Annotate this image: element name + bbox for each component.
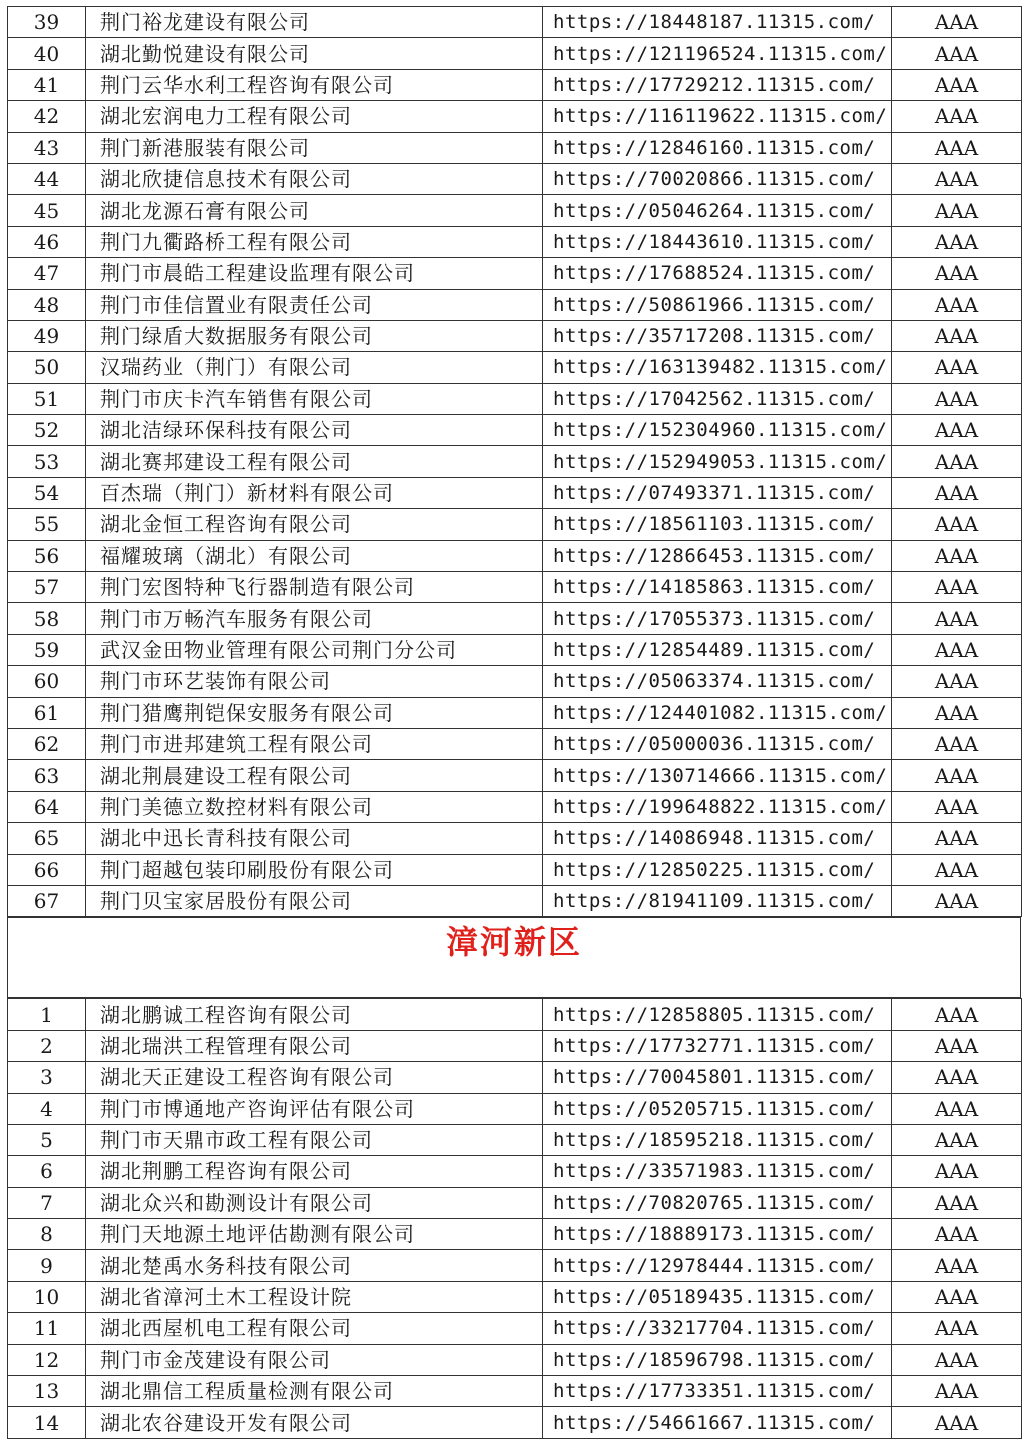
credit-url[interactable]: https://07493371.11315.com/ (543, 477, 892, 508)
table-row (8, 352, 1022, 383)
credit-url[interactable]: https://50861966.11315.com/ (543, 289, 892, 320)
credit-url[interactable]: https://35717208.11315.com/ (543, 320, 892, 351)
credit-url[interactable]: https://33571983.11315.com/ (543, 1156, 892, 1187)
credit-url[interactable]: https://14086948.11315.com/ (543, 823, 892, 854)
table-row (8, 791, 1022, 822)
credit-url[interactable]: https://12858805.11315.com/ (543, 999, 892, 1030)
company-name: 湖北鼎信工程质量检测有限公司 (86, 1376, 543, 1407)
section-header-table (7, 917, 1021, 998)
credit-grade: AAA (892, 1313, 1022, 1344)
table-row (8, 1376, 1022, 1407)
credit-url[interactable]: https://18596798.11315.com/ (543, 1344, 892, 1375)
table-row (8, 7, 1022, 38)
credit-url[interactable]: https://17729212.11315.com/ (543, 69, 892, 100)
row-number: 13 (8, 1376, 86, 1407)
credit-grade: AAA (892, 728, 1022, 759)
credit-grade: AAA (892, 415, 1022, 446)
credit-grade: AAA (892, 1187, 1022, 1218)
table-row (8, 666, 1022, 697)
credit-grade: AAA (892, 885, 1022, 916)
credit-grade: AAA (892, 1219, 1022, 1250)
table-row (8, 163, 1022, 194)
company-name: 荆门市博通地产咨询评估有限公司 (86, 1093, 543, 1124)
credit-url[interactable]: https://163139482.11315.com/ (543, 352, 892, 383)
section-header-cell (8, 918, 1021, 998)
row-number: 61 (8, 697, 86, 728)
company-name: 湖北宏润电力工程有限公司 (86, 101, 543, 132)
credit-url[interactable]: https://152949053.11315.com/ (543, 446, 892, 477)
table-row (8, 823, 1022, 854)
row-number: 11 (8, 1313, 86, 1344)
credit-grade: AAA (892, 477, 1022, 508)
credit-url[interactable]: https://124401082.11315.com/ (543, 697, 892, 728)
row-number: 49 (8, 320, 86, 351)
company-name: 荆门市天鼎市政工程有限公司 (86, 1124, 543, 1155)
company-name: 福耀玻璃（湖北）有限公司 (86, 540, 543, 571)
credit-url[interactable]: https://05205715.11315.com/ (543, 1093, 892, 1124)
table-row (8, 1124, 1022, 1155)
credit-url[interactable]: https://05189435.11315.com/ (543, 1281, 892, 1312)
credit-url[interactable]: https://70820765.11315.com/ (543, 1187, 892, 1218)
credit-grade: AAA (892, 101, 1022, 132)
row-number: 67 (8, 885, 86, 916)
credit-url[interactable]: https://18448187.11315.com/ (543, 7, 892, 38)
company-name: 荆门市庆卡汽车销售有限公司 (86, 383, 543, 414)
row-number: 39 (8, 7, 86, 38)
company-name: 荆门天地源土地评估勘测有限公司 (86, 1219, 543, 1250)
credit-grade: AAA (892, 163, 1022, 194)
row-number: 6 (8, 1156, 86, 1187)
row-number: 12 (8, 1344, 86, 1375)
row-number: 60 (8, 666, 86, 697)
row-number: 41 (8, 69, 86, 100)
credit-url[interactable]: https://199648822.11315.com/ (543, 791, 892, 822)
company-name: 湖北天正建设工程咨询有限公司 (86, 1062, 543, 1093)
credit-url[interactable]: https://130714666.11315.com/ (543, 760, 892, 791)
row-number: 51 (8, 383, 86, 414)
company-name: 荆门九衢路桥工程有限公司 (86, 226, 543, 257)
company-table-part2 (7, 998, 1022, 1438)
company-name: 荆门超越包装印刷股份有限公司 (86, 854, 543, 885)
table-row (8, 540, 1022, 571)
row-number: 53 (8, 446, 86, 477)
company-name: 湖北省漳河土木工程设计院 (86, 1281, 543, 1312)
company-name: 湖北勤悦建设有限公司 (86, 38, 543, 69)
company-name: 荆门市万畅汽车服务有限公司 (86, 603, 543, 634)
table-body-part2 (8, 999, 1022, 1438)
row-number: 62 (8, 728, 86, 759)
credit-grade: AAA (892, 540, 1022, 571)
credit-grade: AAA (892, 1156, 1022, 1187)
row-number: 57 (8, 572, 86, 603)
company-name: 湖北洁绿环保科技有限公司 (86, 415, 543, 446)
company-name: 湖北金恒工程咨询有限公司 (86, 509, 543, 540)
row-number: 48 (8, 289, 86, 320)
credit-url[interactable]: https://81941109.11315.com/ (543, 885, 892, 916)
company-list-document (7, 6, 1021, 1439)
table-row (8, 258, 1022, 289)
table-row (8, 1219, 1022, 1250)
credit-url[interactable]: https://54661667.11315.com/ (543, 1407, 892, 1438)
table-row (8, 885, 1022, 916)
table-row (8, 101, 1022, 132)
table-row (8, 1407, 1022, 1438)
table-body-part1 (8, 7, 1022, 917)
row-number: 46 (8, 226, 86, 257)
row-number: 50 (8, 352, 86, 383)
table-row (8, 509, 1022, 540)
company-name: 湖北瑞洪工程管理有限公司 (86, 1030, 543, 1061)
credit-grade: AAA (892, 1344, 1022, 1375)
credit-grade: AAA (892, 352, 1022, 383)
credit-url[interactable]: https://05000036.11315.com/ (543, 728, 892, 759)
section-title: 漳河新区 (445, 923, 582, 962)
row-number: 55 (8, 509, 86, 540)
company-name: 荆门市金茂建设有限公司 (86, 1344, 543, 1375)
section-header-row (8, 918, 1021, 998)
credit-grade: AAA (892, 1250, 1022, 1281)
credit-grade: AAA (892, 999, 1022, 1030)
row-number: 7 (8, 1187, 86, 1218)
credit-url[interactable]: https://12846160.11315.com/ (543, 132, 892, 163)
company-name: 百杰瑞（荆门）新材料有限公司 (86, 477, 543, 508)
company-name: 湖北农谷建设开发有限公司 (86, 1407, 543, 1438)
company-name: 湖北众兴和勘测设计有限公司 (86, 1187, 543, 1218)
row-number: 10 (8, 1281, 86, 1312)
row-number: 65 (8, 823, 86, 854)
credit-grade: AAA (892, 1281, 1022, 1312)
table-row (8, 1250, 1022, 1281)
table-row (8, 1344, 1022, 1375)
company-name: 荆门市进邦建筑工程有限公司 (86, 728, 543, 759)
row-number: 66 (8, 854, 86, 885)
credit-grade: AAA (892, 1376, 1022, 1407)
credit-url[interactable]: https://17733351.11315.com/ (543, 1376, 892, 1407)
credit-grade: AAA (892, 69, 1022, 100)
credit-url[interactable]: https://18443610.11315.com/ (543, 226, 892, 257)
credit-url[interactable]: https://121196524.11315.com/ (543, 38, 892, 69)
row-number: 14 (8, 1407, 86, 1438)
table-row (8, 572, 1022, 603)
company-name: 湖北中迅长青科技有限公司 (86, 823, 543, 854)
table-row (8, 477, 1022, 508)
credit-url[interactable]: https://18595218.11315.com/ (543, 1124, 892, 1155)
table-row (8, 446, 1022, 477)
company-name: 湖北龙源石膏有限公司 (86, 195, 543, 226)
table-row (8, 1156, 1022, 1187)
row-number: 56 (8, 540, 86, 571)
row-number: 42 (8, 101, 86, 132)
credit-grade: AAA (892, 446, 1022, 477)
credit-grade: AAA (892, 1062, 1022, 1093)
credit-grade: AAA (892, 791, 1022, 822)
credit-url[interactable]: https://17688524.11315.com/ (543, 258, 892, 289)
credit-grade: AAA (892, 854, 1022, 885)
table-row (8, 1187, 1022, 1218)
credit-url[interactable]: https://17732771.11315.com/ (543, 1030, 892, 1061)
table-row (8, 38, 1022, 69)
row-number: 47 (8, 258, 86, 289)
credit-url[interactable]: https://152304960.11315.com/ (543, 415, 892, 446)
row-number: 3 (8, 1062, 86, 1093)
table-row (8, 132, 1022, 163)
credit-grade: AAA (892, 634, 1022, 665)
company-name: 荆门市晨皓工程建设监理有限公司 (86, 258, 543, 289)
row-number: 1 (8, 999, 86, 1030)
company-name: 荆门猎鹰荆铠保安服务有限公司 (86, 697, 543, 728)
row-number: 2 (8, 1030, 86, 1061)
credit-url[interactable]: https://14185863.11315.com/ (543, 572, 892, 603)
credit-url[interactable]: https://17055373.11315.com/ (543, 603, 892, 634)
credit-grade: AAA (892, 1407, 1022, 1438)
credit-grade: AAA (892, 823, 1022, 854)
credit-grade: AAA (892, 666, 1022, 697)
credit-url[interactable]: https://18561103.11315.com/ (543, 509, 892, 540)
row-number: 4 (8, 1093, 86, 1124)
row-number: 54 (8, 477, 86, 508)
credit-grade: AAA (892, 1093, 1022, 1124)
company-name: 荆门市佳信置业有限责任公司 (86, 289, 543, 320)
credit-grade: AAA (892, 509, 1022, 540)
table-row (8, 1062, 1022, 1093)
row-number: 58 (8, 603, 86, 634)
credit-grade: AAA (892, 38, 1022, 69)
table-row (8, 634, 1022, 665)
row-number: 52 (8, 415, 86, 446)
table-row (8, 603, 1022, 634)
row-number: 64 (8, 791, 86, 822)
credit-url[interactable]: https://116119622.11315.com/ (543, 101, 892, 132)
row-number: 9 (8, 1250, 86, 1281)
company-name: 荆门宏图特种飞行器制造有限公司 (86, 572, 543, 603)
company-name: 湖北荆晨建设工程有限公司 (86, 760, 543, 791)
company-name: 武汉金田物业管理有限公司荆门分公司 (86, 634, 543, 665)
table-row (8, 69, 1022, 100)
company-name: 湖北西屋机电工程有限公司 (86, 1313, 543, 1344)
company-name: 荆门新港服装有限公司 (86, 132, 543, 163)
credit-grade: AAA (892, 7, 1022, 38)
table-row (8, 1313, 1022, 1344)
table-row (8, 226, 1022, 257)
company-name: 汉瑞药业（荆门）有限公司 (86, 352, 543, 383)
credit-url[interactable]: https://12866453.11315.com/ (543, 540, 892, 571)
table-row (8, 1281, 1022, 1312)
row-number: 44 (8, 163, 86, 194)
credit-grade: AAA (892, 320, 1022, 351)
company-name: 湖北荆鹏工程咨询有限公司 (86, 1156, 543, 1187)
credit-grade: AAA (892, 760, 1022, 791)
row-number: 43 (8, 132, 86, 163)
company-name: 荆门市环艺装饰有限公司 (86, 666, 543, 697)
credit-grade: AAA (892, 1030, 1022, 1061)
table-row (8, 320, 1022, 351)
credit-url[interactable]: https://18889173.11315.com/ (543, 1219, 892, 1250)
company-table-part1 (7, 6, 1022, 917)
credit-grade: AAA (892, 697, 1022, 728)
credit-grade: AAA (892, 572, 1022, 603)
row-number: 8 (8, 1219, 86, 1250)
credit-url[interactable]: https://70045801.11315.com/ (543, 1062, 892, 1093)
company-name: 荆门云华水利工程咨询有限公司 (86, 69, 543, 100)
company-name: 荆门绿盾大数据服务有限公司 (86, 320, 543, 351)
table-row (8, 854, 1022, 885)
credit-grade: AAA (892, 226, 1022, 257)
credit-grade: AAA (892, 603, 1022, 634)
row-number: 5 (8, 1124, 86, 1155)
table-row (8, 383, 1022, 414)
credit-url[interactable]: https://05046264.11315.com/ (543, 195, 892, 226)
table-row (8, 1093, 1022, 1124)
row-number: 45 (8, 195, 86, 226)
credit-grade: AAA (892, 383, 1022, 414)
row-number: 59 (8, 634, 86, 665)
table-row (8, 195, 1022, 226)
credit-url[interactable]: https://12854489.11315.com/ (543, 634, 892, 665)
company-name: 湖北欣捷信息技术有限公司 (86, 163, 543, 194)
table-row (8, 1030, 1022, 1061)
company-name: 湖北赛邦建设工程有限公司 (86, 446, 543, 477)
credit-url[interactable]: https://70020866.11315.com/ (543, 163, 892, 194)
table-row (8, 415, 1022, 446)
row-number: 40 (8, 38, 86, 69)
table-row (8, 728, 1022, 759)
credit-grade: AAA (892, 1124, 1022, 1155)
table-row (8, 999, 1022, 1030)
credit-url[interactable]: https://12850225.11315.com/ (543, 854, 892, 885)
row-number: 63 (8, 760, 86, 791)
credit-url[interactable]: https://33217704.11315.com/ (543, 1313, 892, 1344)
credit-url[interactable]: https://17042562.11315.com/ (543, 383, 892, 414)
company-name: 荆门贝宝家居股份有限公司 (86, 885, 543, 916)
table-row (8, 697, 1022, 728)
company-name: 湖北楚禹水务科技有限公司 (86, 1250, 543, 1281)
credit-url[interactable]: https://12978444.11315.com/ (543, 1250, 892, 1281)
credit-grade: AAA (892, 132, 1022, 163)
credit-grade: AAA (892, 289, 1022, 320)
company-name: 荆门美德立数控材料有限公司 (86, 791, 543, 822)
credit-grade: AAA (892, 258, 1022, 289)
table-row (8, 760, 1022, 791)
company-name: 湖北鹏诚工程咨询有限公司 (86, 999, 543, 1030)
company-name: 荆门裕龙建设有限公司 (86, 7, 543, 38)
credit-url[interactable]: https://05063374.11315.com/ (543, 666, 892, 697)
credit-grade: AAA (892, 195, 1022, 226)
table-row (8, 289, 1022, 320)
